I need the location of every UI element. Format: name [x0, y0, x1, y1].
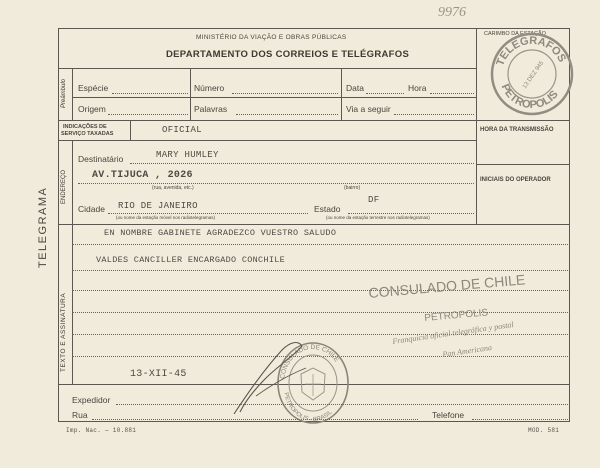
cidade-hint: (ou nome da estação móvel nos radiotelegramas)	[116, 215, 216, 220]
destinatario-value: MARY HUMLEY	[156, 150, 219, 160]
expedidor-label: Expedidor	[72, 395, 111, 405]
divider	[58, 140, 476, 141]
telegrama-side-label: TELEGRAMA	[37, 186, 49, 268]
street-line	[78, 183, 474, 184]
message-rule	[72, 270, 570, 271]
station-postmark	[484, 26, 580, 122]
especie-line	[112, 93, 188, 94]
palavras-label: Palavras	[194, 104, 228, 114]
telefone-label: Telefone	[432, 410, 465, 420]
via-label: Via a seguir	[346, 104, 391, 114]
seal-bottom-text: PETROPOLIS - BRASIL	[282, 392, 334, 424]
destinatario-label: Destinatário	[78, 154, 124, 164]
estado-line	[348, 213, 474, 214]
preambulo-label: Preâmbulo	[61, 78, 67, 108]
endereco-label: ENDEREÇO	[61, 169, 67, 204]
message-rule	[72, 290, 570, 291]
rua-line	[92, 419, 418, 420]
divider	[72, 224, 73, 384]
consulate-stamp-line-3: Franquicia oficial telegráfica y postal	[391, 320, 515, 346]
hora-label: Hora	[408, 83, 427, 93]
divider	[476, 164, 570, 165]
divider	[476, 28, 477, 224]
divider	[58, 224, 570, 225]
data-line	[366, 93, 404, 94]
hora-line	[430, 93, 474, 94]
divider	[190, 68, 191, 120]
street-hint: (rua, avenida, etc.)	[152, 185, 194, 191]
numero-line	[232, 93, 338, 94]
cidade-value: RIO DE JANEIRO	[118, 201, 198, 211]
consulate-stamp-line-1: CONSULADO DE CHILE	[367, 271, 526, 301]
texto-assinatura-label: TEXTO E ASSINATURA	[60, 292, 67, 372]
divider	[341, 68, 342, 120]
postmark-date: 13 DEZ 945	[521, 60, 546, 90]
service-label-1: INDICAÇÕES DE	[63, 124, 107, 130]
postmark-bottom-text: PETROPOLIS	[498, 82, 561, 112]
seal-top-text: CONSULADO DE CHILE	[279, 343, 341, 380]
model-number: MOD. 581	[528, 427, 560, 434]
rua-label: Rua	[72, 410, 88, 420]
message-rule	[72, 334, 570, 335]
especie-label: Espécie	[78, 83, 109, 93]
numero-label: Número	[194, 83, 225, 93]
divider	[72, 97, 476, 98]
estado-value: DF	[368, 195, 380, 205]
consulate-stamp-line-2: PETROPOLIS	[423, 307, 489, 324]
bairro-hint: (bairro)	[344, 185, 361, 191]
destinatario-line	[130, 163, 474, 164]
ministry-title: MINISTÉRIO DA VIAÇÃO E OBRAS PÚBLICAS	[196, 34, 347, 41]
signature	[226, 336, 316, 420]
street-value: AV.TIJUCA , 2026	[92, 170, 193, 181]
origem-line	[108, 114, 188, 115]
consulate-stamp-line-4: Pan Americana	[441, 343, 493, 359]
archive-number: 9976	[438, 5, 466, 20]
estado-label: Estado	[314, 204, 341, 214]
telefone-line	[472, 419, 568, 420]
postmark-top-text: TELEGRAFOS	[494, 34, 568, 68]
message-date: 13-XII-45	[130, 369, 187, 380]
divider	[72, 140, 73, 224]
service-value: OFICIAL	[162, 125, 202, 135]
message-rule	[72, 312, 570, 313]
message-line-1: EN NOMBRE GABINETE AGRADEZCO VUESTRO SALUDO	[104, 228, 337, 238]
stamp-box-label: CARIMBO DA ESTAÇÃO	[484, 31, 546, 37]
cidade-label: Cidade	[78, 204, 105, 214]
divider	[130, 120, 131, 140]
message-line-2: VALDES CANCILLER ENCARGADO CONCHILE	[96, 255, 286, 265]
divider	[72, 68, 73, 120]
imprint: Imp. Nac. — 10.881	[66, 427, 137, 434]
origem-label: Origem	[78, 104, 106, 114]
divider	[58, 68, 476, 69]
palavras-line	[236, 114, 338, 115]
estado-hint: (ou nome da estação terrestre nos radiotelegramas)	[326, 215, 430, 220]
service-label-2: SERVIÇO TAXADAS	[61, 131, 114, 137]
expedidor-line	[116, 404, 570, 405]
department-title: DEPARTAMENTO DOS CORREIOS E TELÉGRAFOS	[166, 49, 410, 60]
cidade-line	[108, 213, 308, 214]
data-label: Data	[346, 83, 364, 93]
message-rule	[72, 244, 570, 245]
iniciais-operador-label: INICIAIS DO OPERADOR	[480, 177, 551, 183]
hora-transmissao-label: HORA DA TRANSMISSÃO	[480, 127, 554, 133]
via-line	[394, 114, 474, 115]
